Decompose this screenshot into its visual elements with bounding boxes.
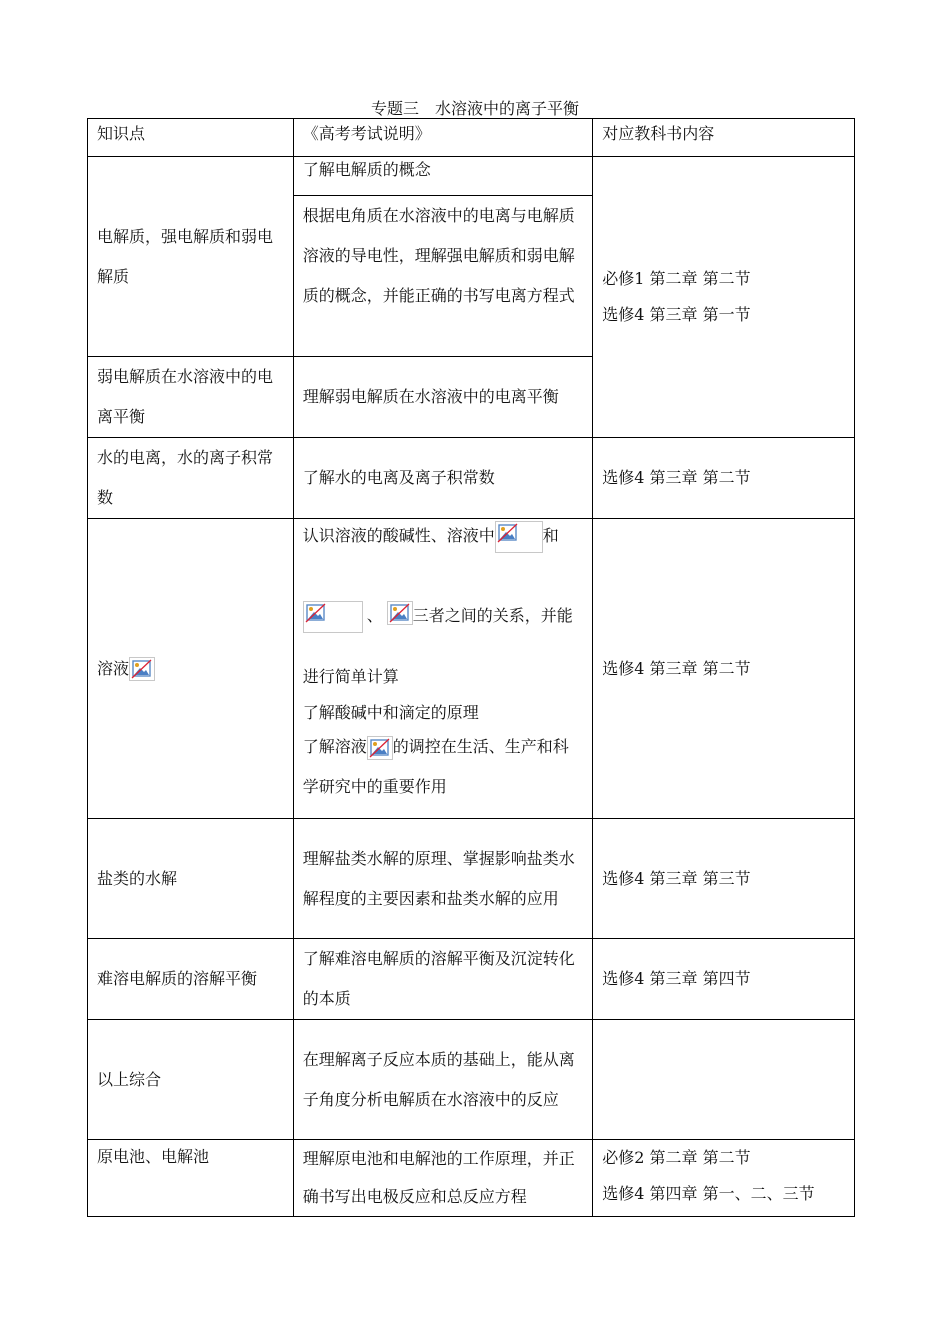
topic-cell: 电解质，强电解质和弱电解质	[88, 157, 294, 357]
table-row	[88, 438, 855, 519]
textbook-ref: 选修4 第四章 第一、二、三节	[602, 1184, 815, 1203]
requirement-text: 了解溶液	[302, 737, 367, 756]
table-row	[88, 157, 855, 357]
textbook-cell: 选修4 第三章 第二节	[593, 438, 855, 519]
requirement-text: 认识溶液的酸碱性、溶液中	[302, 526, 495, 545]
broken-image-icon	[495, 521, 543, 553]
requirement-cell: 理解盐类水解的原理、掌握影响盐类水解程度的主要因素和盐类水解的应用	[293, 819, 592, 939]
requirement-text: 的调控在生活、生产和科学研究中的重要作用	[302, 737, 569, 796]
broken-image-icon	[367, 736, 393, 760]
requirement-cell	[293, 157, 592, 357]
topic-cell: 水的电离，水的离子积常数	[88, 438, 294, 519]
table-row	[88, 1020, 855, 1140]
requirement-text: 根据电角质在水溶液中的电离与电解质溶液的导电性，理解强电解质和弱电解质的概念，并能正确的书写电离方程式	[294, 195, 592, 356]
header-textbook: 对应教科书内容	[593, 119, 855, 157]
requirement-text: 、	[366, 606, 383, 625]
textbook-cell	[593, 1140, 855, 1217]
requirement-line	[303, 521, 583, 579]
requirement-line: 了解酸碱中和滴定的原理	[302, 703, 479, 722]
requirement-text: 三者之间的关系，并能	[412, 606, 573, 625]
topic-cell	[88, 519, 294, 819]
broken-image-icon	[129, 657, 155, 681]
table-row	[88, 1140, 855, 1217]
topic-cell: 以上综合	[88, 1020, 294, 1140]
requirement-text: 和	[542, 526, 559, 545]
requirement-cell: 理解弱电解质在水溶液中的电离平衡	[293, 357, 592, 438]
requirement-cell: 了解难溶电解质的溶解平衡及沉淀转化的本质	[293, 939, 592, 1020]
requirement-cell: 在理解离子反应本质的基础上，能从离子角度分析电解质在水溶液中的反应	[293, 1020, 592, 1140]
broken-image-icon	[303, 601, 363, 633]
topic-cell: 难溶电解质的溶解平衡	[88, 939, 294, 1020]
requirement-line	[303, 579, 583, 659]
textbook-cell: 选修4 第三章 第三节	[593, 819, 855, 939]
header-topic: 知识点	[88, 119, 294, 157]
requirement-line: 进行简单计算	[302, 667, 399, 686]
topic-cell: 原电池、电解池	[88, 1140, 294, 1217]
requirement-cell: 了解水的电离及离子积常数	[293, 438, 592, 519]
topic-cell: 弱电解质在水溶液中的电离平衡	[88, 357, 294, 438]
requirement-cell: 理解原电池和电解池的工作原理，并正确书写出电极反应和总反应方程	[293, 1140, 592, 1217]
table-header-row	[88, 119, 855, 157]
header-exam-guide: 《高考考试说明》	[293, 119, 592, 157]
textbook-cell: 选修4 第三章 第四节	[593, 939, 855, 1020]
topic-cell: 盐类的水解	[88, 819, 294, 939]
requirement-text: 了解电解质的概念	[302, 160, 431, 179]
requirement-cell	[293, 519, 592, 819]
table-row	[88, 819, 855, 939]
table-row	[88, 939, 855, 1020]
table-row	[88, 519, 855, 819]
textbook-ref: 必修2 第二章 第二节	[602, 1148, 751, 1167]
textbook-cell: 选修4 第三章 第二节	[593, 519, 855, 819]
requirement-line	[303, 727, 583, 807]
broken-image-icon	[387, 601, 413, 625]
textbook-cell	[593, 157, 855, 438]
textbook-cell	[593, 1020, 855, 1140]
topic-text: 溶液	[97, 658, 130, 678]
page-title: 专题三 水溶液中的离子平衡	[370, 99, 579, 118]
curriculum-table	[87, 118, 855, 1217]
textbook-ref: 选修4 第三章 第一节	[602, 305, 751, 324]
textbook-ref: 必修1 第二章 第二节	[602, 269, 751, 288]
